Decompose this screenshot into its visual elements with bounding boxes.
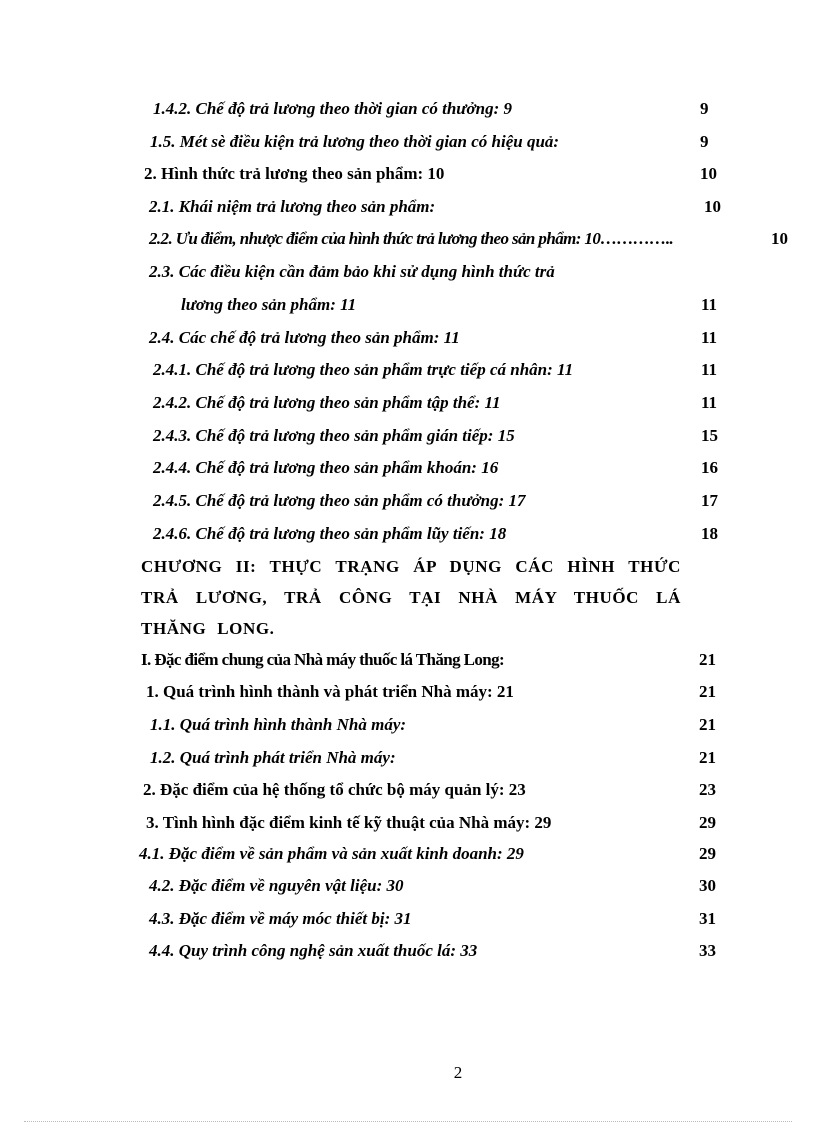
toc-entry [146, 677, 723, 707]
toc-entry-text: 2.2. Ưu điểm, nhược điểm của hình thức trả lương theo sản phẩm: 10………….. [149, 229, 674, 248]
toc-entry [150, 743, 723, 773]
toc-entry-page: 9 [700, 132, 709, 151]
toc-entry-text: 2. Đặc điểm của hệ thống tổ chức bộ máy quản lý: 23 [143, 780, 526, 799]
toc-entry-page: 18 [701, 524, 718, 543]
toc-entry-page: 21 [699, 650, 716, 669]
toc-entry-text: 1.4.2. Chế độ trả lương theo thời gian có thưởng: 9 [153, 99, 512, 118]
toc-entry-text: 2.4.5. Chế độ trả lương theo sản phẩm có thưởng: 17 [153, 491, 526, 510]
toc-entry [150, 710, 723, 740]
toc-entry-page: 9 [700, 99, 709, 118]
toc-entry [149, 224, 794, 254]
toc-entry [149, 871, 723, 901]
toc-entry-text: 1.2. Quá trình phát triển Nhà máy: [150, 748, 396, 767]
toc-entry-page: 21 [699, 682, 716, 701]
toc-entry [153, 519, 723, 549]
toc-entry [144, 159, 724, 189]
toc-entry-text: 4.4. Quy trình công nghệ sản xuất thuốc lá: 33 [149, 941, 478, 960]
toc-entry-page: 21 [699, 748, 716, 767]
toc-entry-page: 10 [771, 229, 788, 248]
toc-entry [149, 192, 727, 222]
toc-entry [153, 355, 723, 385]
toc-entry-text: 1.5. Mét sè điều kiện trả lương theo thời gian có hiệu quả: [150, 132, 560, 151]
toc-entry [149, 257, 724, 287]
toc-entry-page: 23 [699, 780, 716, 799]
toc-entry-page: 21 [699, 715, 716, 734]
toc-entry-text: 2.4.2. Chế độ trả lương theo sản phẩm tập thể: 11 [153, 393, 501, 412]
chapter-heading: CHƯƠNG II: THỰC TRẠNG ÁP DỤNG CÁC HÌNH THỨC TRẢ LƯƠNG, TRẢ CÔNG TẠI NHÀ MÁY THUỐC LÁ THĂNG LONG. [141, 557, 681, 638]
page-number: 2 [453, 1063, 463, 1082]
toc-entry-text: 1.1. Quá trình hình thành Nhà máy: [150, 715, 407, 734]
toc-entry-text: 4.2. Đặc điểm về nguyên vật liệu: 30 [149, 876, 404, 895]
toc-entry-text: 2.3. Các điều kiện cần đảm bảo khi sử dụng hình thức trả [149, 262, 555, 281]
toc-entry-text: 2.4.6. Chế độ trả lương theo sản phẩm lũy tiến: 18 [153, 524, 507, 543]
toc-entry [153, 486, 723, 516]
toc-entry-text: 1. Quá trình hình thành và phát triển Nhà máy: 21 [146, 682, 514, 701]
toc-entry-text: 2.4. Các chế độ trả lương theo sản phẩm: 11 [149, 328, 460, 347]
toc-entry-page: 11 [701, 360, 718, 379]
toc-entry [153, 421, 723, 451]
toc-entry-page: 11 [701, 295, 718, 314]
toc-entry-page: 15 [701, 426, 718, 445]
toc-entry [150, 127, 723, 157]
toc-entry-page: 11 [701, 393, 718, 412]
toc-entry-text: 4.1. Đặc điểm về sản phẩm và sản xuất kinh doanh: 29 [139, 844, 524, 863]
toc-entry-text: 2.4.1. Chế độ trả lương theo sản phẩm trực tiếp cá nhân: 11 [153, 360, 574, 379]
toc-entry [153, 453, 723, 483]
toc-entry-page: 17 [701, 491, 718, 510]
toc-entry [153, 388, 723, 418]
toc-entry-page: 33 [699, 941, 716, 960]
toc-entry-page: 10 [700, 164, 717, 183]
toc-entry-text: I. Đặc điểm chung của Nhà máy thuốc lá Thăng Long: [141, 650, 505, 669]
toc-entry [139, 839, 723, 869]
toc-entry-text: 2.4.3. Chế độ trả lương theo sản phẩm gián tiếp: 15 [153, 426, 515, 445]
toc-entry [181, 290, 723, 320]
toc-entry-page: 10 [704, 197, 721, 216]
toc-entry-page: 30 [699, 876, 716, 895]
toc-entry-page: 11 [701, 328, 718, 347]
toc-entry-text: lương theo sản phẩm: 11 [181, 295, 357, 314]
toc-entry [141, 645, 723, 675]
toc-entry-page: 31 [699, 909, 716, 928]
toc-entry-text: 2. Hình thức trả lương theo sản phẩm: 10 [144, 164, 445, 183]
toc-entry [149, 904, 723, 934]
toc-entry-text: 4.3. Đặc điểm về máy móc thiết bị: 31 [149, 909, 412, 928]
toc-entry-page: 16 [701, 458, 718, 477]
page-bottom-divider [24, 1121, 792, 1122]
toc-entry [149, 936, 723, 966]
toc-entry [149, 323, 723, 353]
toc-entry-page: 29 [699, 844, 716, 863]
toc-entry-text: 2.1. Khái niệm trả lương theo sản phẩm: [149, 197, 436, 216]
toc-entry [146, 808, 723, 838]
toc-entry-text: 3. Tình hình đặc điểm kinh tế kỹ thuật của Nhà máy: 29 [146, 813, 552, 832]
toc-entry [143, 775, 723, 805]
toc-entry-text: 2.4.4. Chế độ trả lương theo sản phẩm khoán: 16 [153, 458, 499, 477]
toc-entry-page: 29 [699, 813, 716, 832]
toc-entry [153, 94, 723, 124]
